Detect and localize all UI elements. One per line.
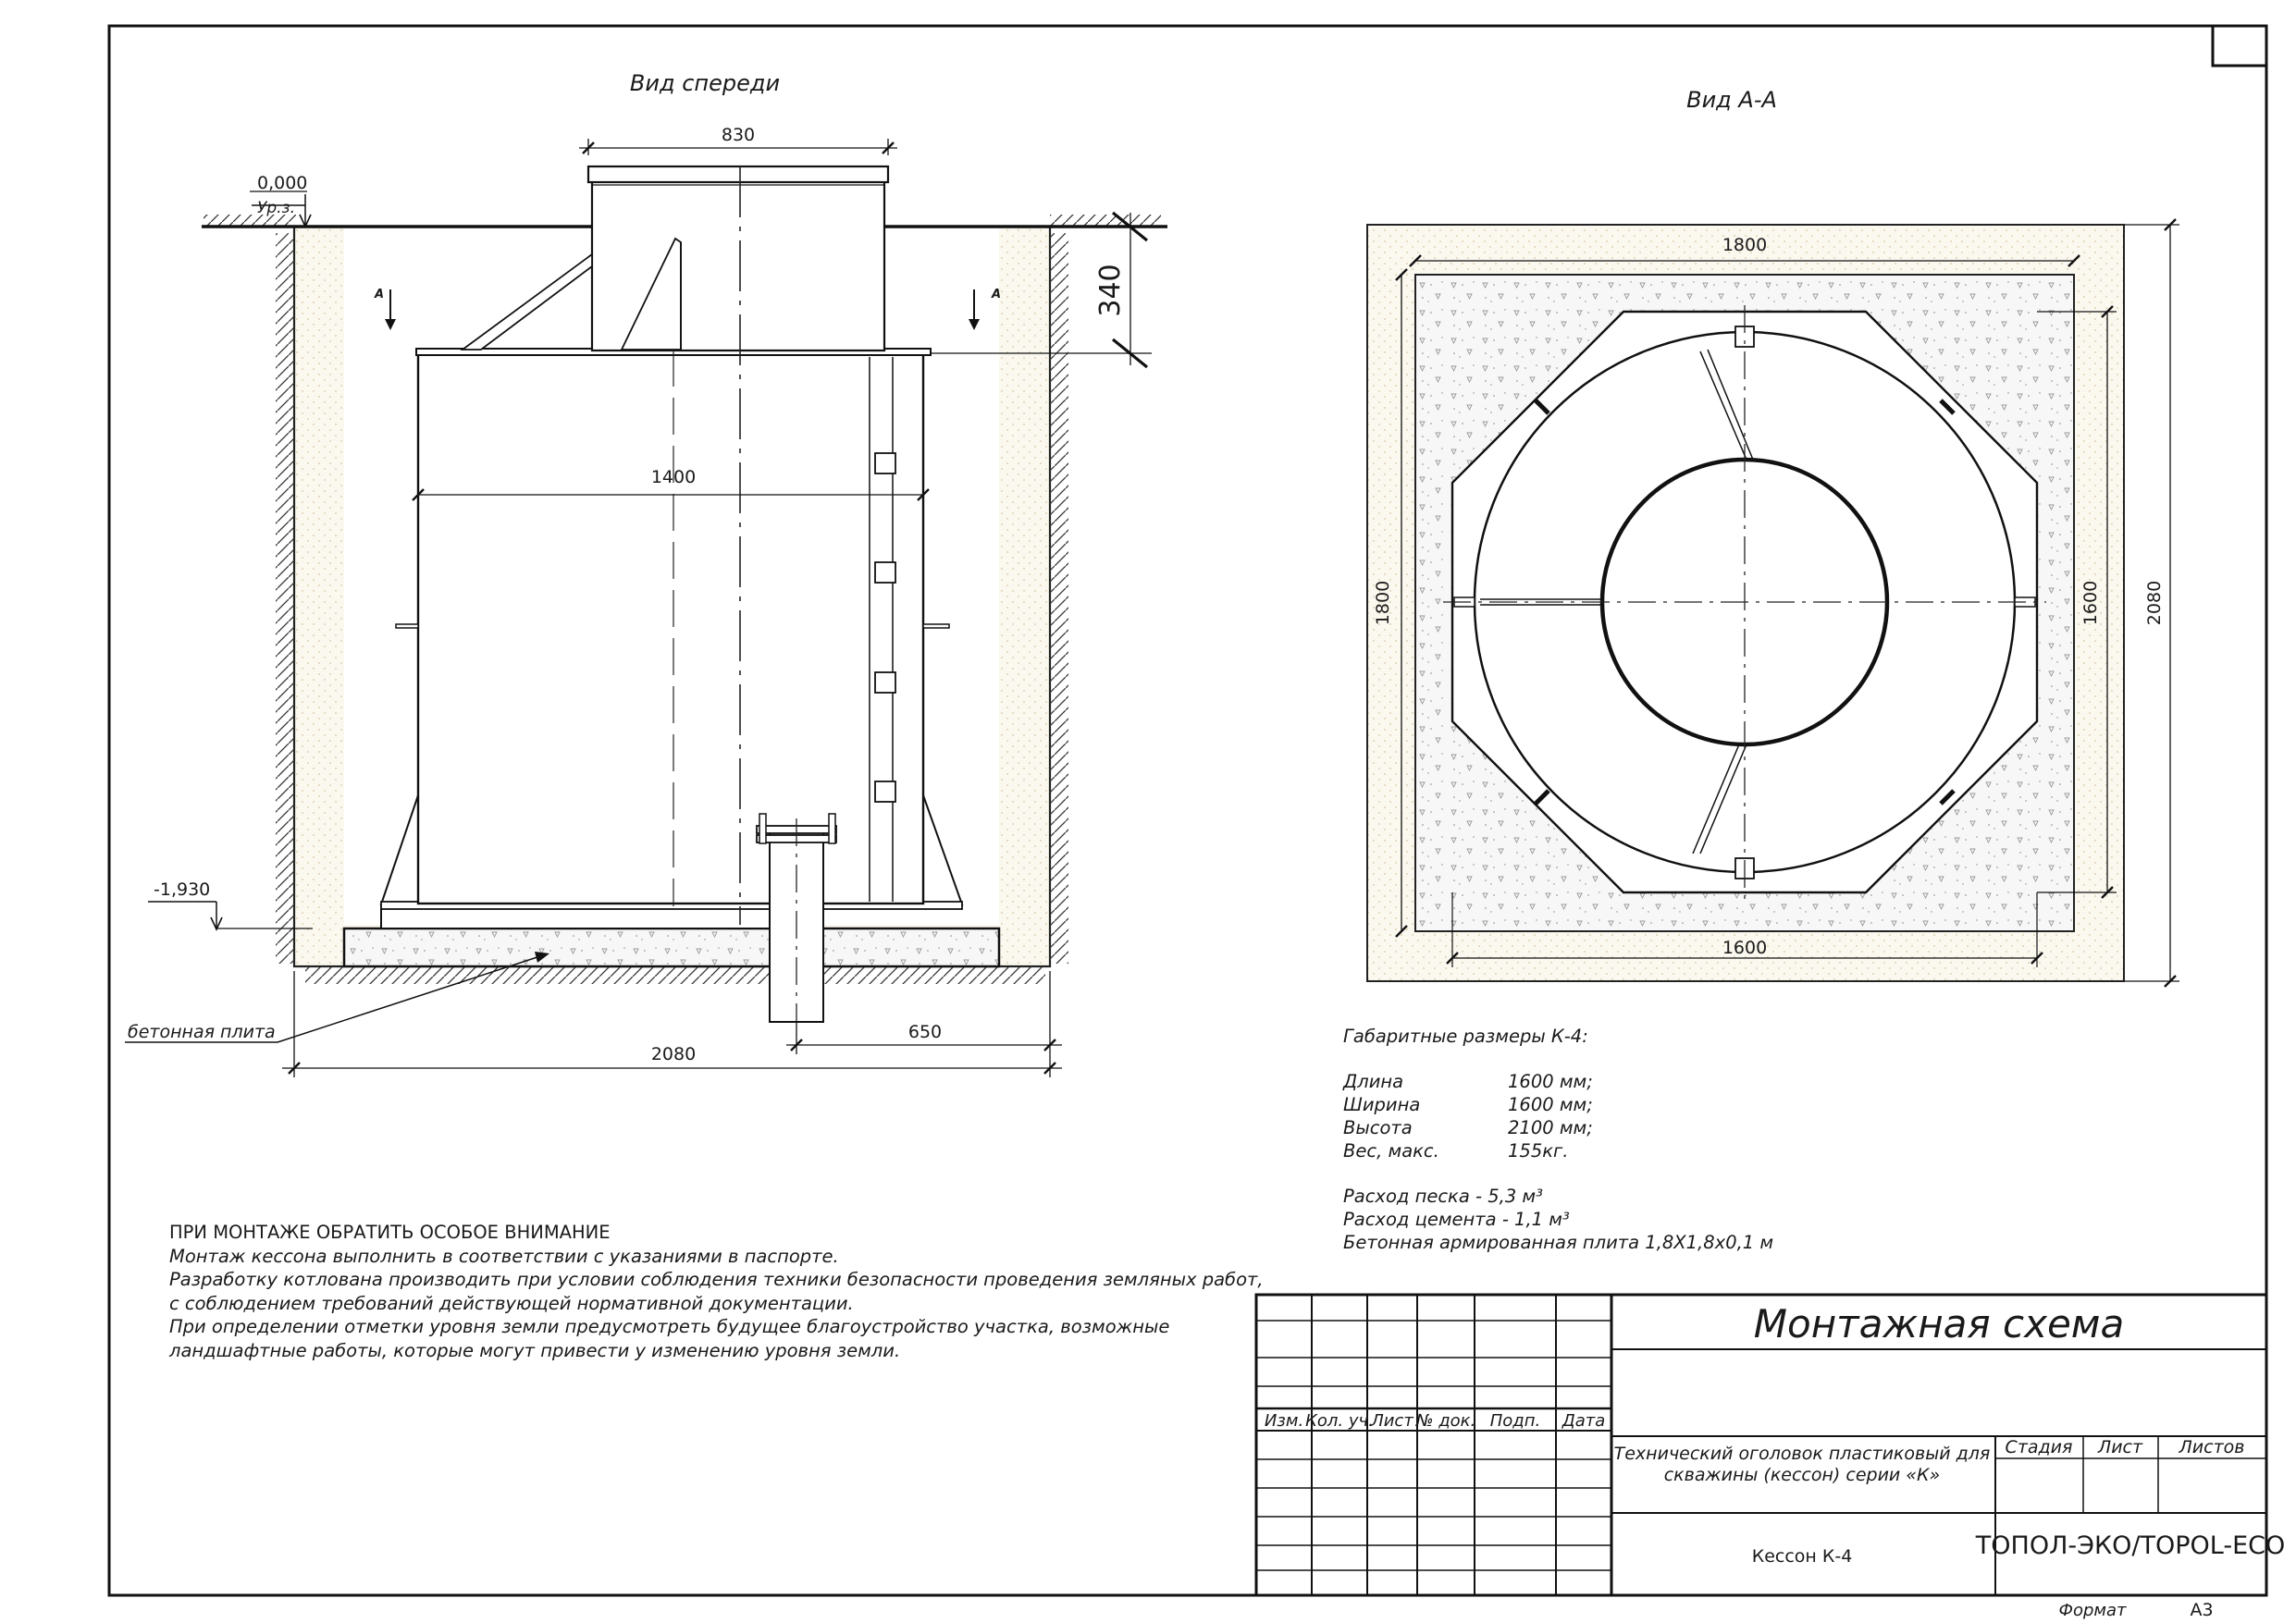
front-view-title: Вид спереди — [629, 70, 781, 96]
dim-1600-right: 1600 — [2080, 580, 2101, 626]
format-value: А3 — [2190, 1600, 2214, 1620]
dim-340: 340 — [1094, 264, 1127, 317]
notes-line: ландшафтные работы, которые могут привести у изменению уровня земли. — [169, 1339, 901, 1361]
dim-1800-top: 1800 — [1722, 235, 1768, 255]
dim-2080: 2080 — [650, 1044, 697, 1064]
stamp-title: Монтажная схема — [1753, 1301, 2125, 1346]
spec-row: Высота 2100 мм; — [1343, 1117, 1593, 1138]
spec-sand: Расход песка - 5,3 м³ — [1343, 1186, 1543, 1207]
installation-notes — [169, 1221, 1264, 1362]
notes-heading: ПРИ МОНТАЖЕ ОБРАТИТЬ ОСОБОЕ ВНИМАНИЕ — [169, 1222, 611, 1243]
dim-1600-bottom: 1600 — [1722, 938, 1768, 958]
spec-row: Ширина 1600 мм; — [1343, 1094, 1593, 1115]
section-view-title: Вид А-А — [1686, 87, 1777, 113]
dim-650: 650 — [907, 1022, 943, 1042]
hatch-right — [1050, 233, 1068, 964]
spec-cement: Расход цемента - 1,1 м³ — [1343, 1209, 1570, 1230]
stamp-col-dok: № док. — [1415, 1411, 1476, 1431]
front-view — [125, 139, 1167, 1077]
stamp-col-izm: Изм. — [1264, 1411, 1304, 1431]
notes-line: Разработку котлована производить при условии соблюдения техники безопасности проведения земляных работ, — [169, 1269, 1264, 1290]
stamp-col-podp: Подп. — [1489, 1411, 1541, 1431]
specs-heading: Габаритные размеры К-4: — [1343, 1026, 1588, 1047]
section-view — [1367, 219, 2179, 987]
stamp-product: Кессон К-4 — [1751, 1546, 1853, 1567]
stamp-col-kol: Кол. уч. — [1305, 1411, 1374, 1431]
notes-line: Монтаж кессона выполнить в соответствии с указаниями в паспорте. — [169, 1245, 839, 1267]
hatch-left — [276, 233, 294, 964]
spec-row: Вес, макс. 155кг. — [1343, 1140, 1569, 1162]
dim-830: 830 — [721, 125, 756, 145]
level-bottom: -1,930 — [154, 879, 211, 900]
section-marker-right: А — [992, 288, 1002, 301]
stamp-col-data: Дата — [1562, 1411, 1606, 1431]
spec-slab: Бетонная армированная плита 1,8Х1,8х0,1 м — [1343, 1232, 1774, 1253]
slab-label: бетонная плита — [128, 1022, 276, 1042]
stamp-stage: Стадия — [2005, 1437, 2073, 1457]
dim-2080-right: 2080 — [2144, 580, 2165, 626]
notes-line: с соблюдением требований действующей нормативной документации. — [169, 1292, 854, 1314]
stamp-company: ТОПОЛ-ЭКО/TOPOL-ECO — [1975, 1531, 2286, 1560]
level-0: 0,000 — [257, 173, 308, 193]
format-label: Формат — [2058, 1601, 2127, 1620]
section-marker-left: А — [375, 288, 385, 301]
stamp-sheets: Листов — [2179, 1437, 2245, 1457]
dim-1800-left: 1800 — [1373, 580, 1393, 626]
specs-block — [1343, 1025, 1773, 1254]
caisson-body — [418, 353, 923, 904]
corner-box — [2213, 26, 2266, 66]
stamp-sheet: Лист — [2097, 1437, 2143, 1457]
notes-line: При определении отметки уровня земли предусмотреть будущее благоустройство участка, возможные — [169, 1316, 1170, 1337]
stamp-description-2: скважины (кессон) серии «К» — [1663, 1465, 1941, 1485]
hatch-bottom — [305, 967, 1045, 984]
neck-cap — [588, 166, 888, 182]
concrete-slab — [344, 928, 999, 966]
spec-row: Длина 1600 мм; — [1343, 1071, 1593, 1092]
stamp-description-1: Технический оголовок пластиковый для — [1613, 1444, 1991, 1464]
stamp-col-list: Лист — [1371, 1411, 1413, 1431]
level-0-sub: Ур.з. — [257, 199, 295, 217]
dim-1400: 1400 — [650, 467, 697, 487]
